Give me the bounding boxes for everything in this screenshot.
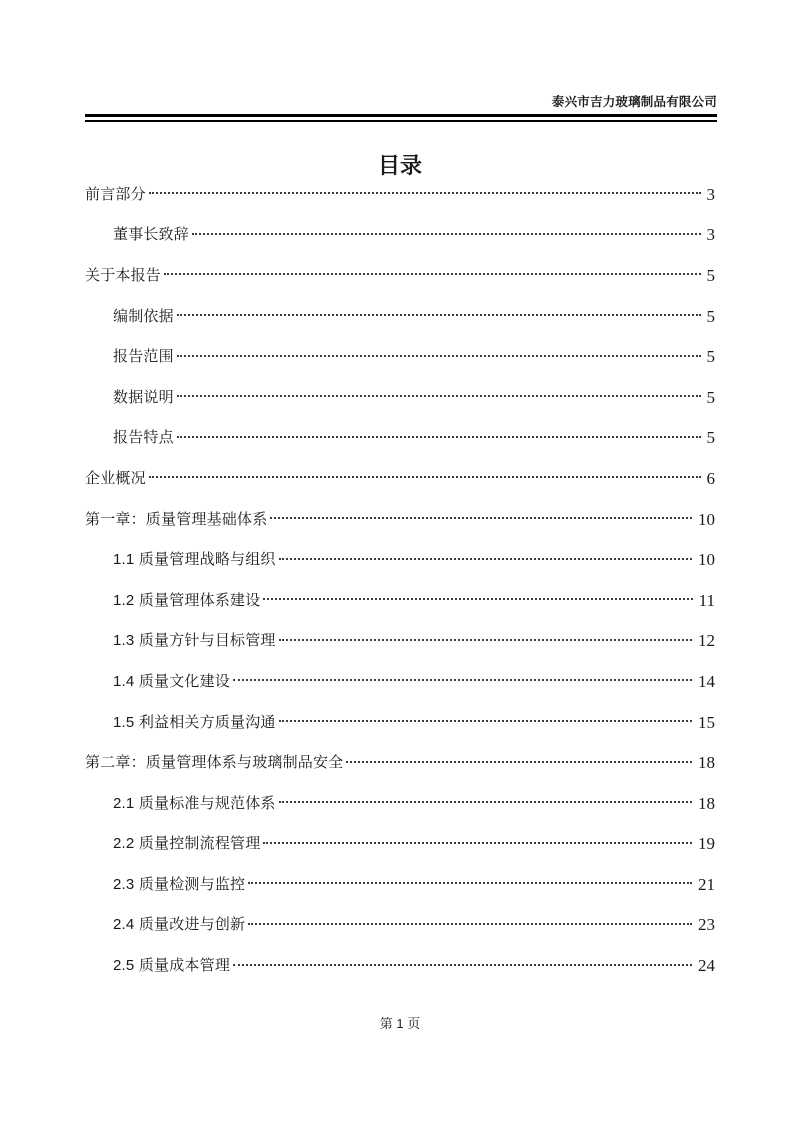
- toc-entry-page: 15: [698, 712, 715, 732]
- toc-entry-page: 23: [698, 915, 715, 935]
- toc-entry-page: 18: [698, 753, 715, 773]
- toc-entry-label: 2.4 质量改进与创新: [113, 916, 246, 934]
- toc-entry-label: 2.5 质量成本管理: [113, 957, 231, 975]
- toc-entry[interactable]: [85, 742, 715, 783]
- toc-dot-leader: [177, 314, 701, 316]
- toc-entry-label: 关于本报告: [85, 266, 162, 284]
- toc-entry-label: 董事长致辞: [113, 226, 190, 244]
- toc-dot-leader: [233, 964, 692, 966]
- toc-entry[interactable]: [85, 539, 715, 580]
- toc-entry-label: 第二章：质量管理体系与玻璃制品安全: [85, 754, 344, 772]
- toc-entry[interactable]: [85, 458, 715, 499]
- toc-entry-label: 1.2 质量管理体系建设: [113, 591, 261, 609]
- toc-entry[interactable]: [85, 255, 715, 296]
- toc-entry[interactable]: [85, 702, 715, 743]
- toc-entry-page: 5: [706, 306, 715, 326]
- toc-entry[interactable]: [85, 215, 715, 256]
- toc-dot-leader: [233, 679, 692, 681]
- toc-entry-page: 19: [698, 834, 715, 854]
- toc-entry[interactable]: [85, 296, 715, 337]
- toc-entry-page: 12: [698, 631, 715, 651]
- toc-entry-label: 1.4 质量文化建设: [113, 672, 231, 690]
- toc-entry-label: 1.5 利益相关方质量沟通: [113, 713, 276, 731]
- toc-dot-leader: [270, 517, 692, 519]
- toc-entry[interactable]: [85, 783, 715, 824]
- toc-dot-leader: [248, 882, 692, 884]
- toc-dot-leader: [346, 761, 692, 763]
- toc-entry-page: 5: [706, 265, 715, 285]
- toc-entry-label: 编制依据: [113, 307, 174, 325]
- toc-entry-label: 报告范围: [113, 348, 174, 366]
- toc-entry-page: 10: [698, 550, 715, 570]
- toc-dot-leader: [263, 842, 692, 844]
- toc-entry[interactable]: [85, 377, 715, 418]
- toc-dot-leader: [149, 476, 701, 478]
- toc-entry-label: 1.3 质量方针与目标管理: [113, 632, 276, 650]
- toc-entry-page: 5: [706, 428, 715, 448]
- toc-dot-leader: [149, 192, 701, 194]
- toc-entry[interactable]: [85, 864, 715, 905]
- header-company-name: 泰兴市吉力玻璃制品有限公司: [551, 95, 717, 109]
- toc-entry-page: 11: [698, 590, 715, 610]
- toc-entry-label: 2.1 质量标准与规范体系: [113, 794, 276, 812]
- toc-dot-leader: [279, 558, 692, 560]
- toc-entry-label: 1.1 质量管理战略与组织: [113, 551, 276, 569]
- toc-entry-page: 6: [706, 468, 715, 488]
- toc-entry-label: 报告特点: [113, 429, 174, 447]
- toc-entry[interactable]: [85, 621, 715, 662]
- toc-dot-leader: [263, 598, 692, 600]
- toc-entry-label: 前言部分: [85, 185, 146, 203]
- toc-entry-page: 21: [698, 874, 715, 894]
- toc-entry-page: 10: [698, 509, 715, 529]
- toc-dot-leader: [279, 639, 692, 641]
- toc-dot-leader: [279, 801, 692, 803]
- toc-dot-leader: [164, 273, 700, 275]
- page-number-label: 第 1 页: [379, 1016, 421, 1031]
- toc-dot-leader: [177, 395, 701, 397]
- header-rule: [85, 114, 717, 122]
- toc-entry[interactable]: [85, 418, 715, 459]
- toc-entry[interactable]: [85, 824, 715, 865]
- toc-entry-page: 5: [706, 387, 715, 407]
- toc-entry-page: 3: [706, 225, 715, 245]
- toc-entry-page: 24: [698, 956, 715, 976]
- toc-entry[interactable]: [85, 905, 715, 946]
- toc-entry-label: 企业概况: [85, 469, 146, 487]
- toc-list: [85, 174, 715, 986]
- toc-entry-page: 5: [706, 347, 715, 367]
- toc-entry-label: 第一章：质量管理基础体系: [85, 510, 268, 528]
- toc-entry[interactable]: [85, 661, 715, 702]
- toc-entry-page: 3: [706, 184, 715, 204]
- toc-entry[interactable]: [85, 945, 715, 986]
- toc-entry[interactable]: [85, 499, 715, 540]
- toc-dot-leader: [177, 355, 701, 357]
- toc-entry-label: 数据说明: [113, 388, 174, 406]
- toc-dot-leader: [248, 923, 692, 925]
- toc-entry-label: 2.2 质量控制流程管理: [113, 835, 261, 853]
- toc-entry-page: 14: [698, 671, 715, 691]
- toc-dot-leader: [279, 720, 692, 722]
- toc-entry[interactable]: [85, 580, 715, 621]
- toc-entry-label: 2.3 质量检测与监控: [113, 875, 246, 893]
- toc-title: 目录: [377, 153, 422, 178]
- toc-entry[interactable]: [85, 336, 715, 377]
- page-footer: [0, 1015, 800, 1033]
- toc-entry[interactable]: [85, 174, 715, 215]
- toc-entry-page: 18: [698, 793, 715, 813]
- toc-dot-leader: [192, 233, 700, 235]
- toc-dot-leader: [177, 436, 701, 438]
